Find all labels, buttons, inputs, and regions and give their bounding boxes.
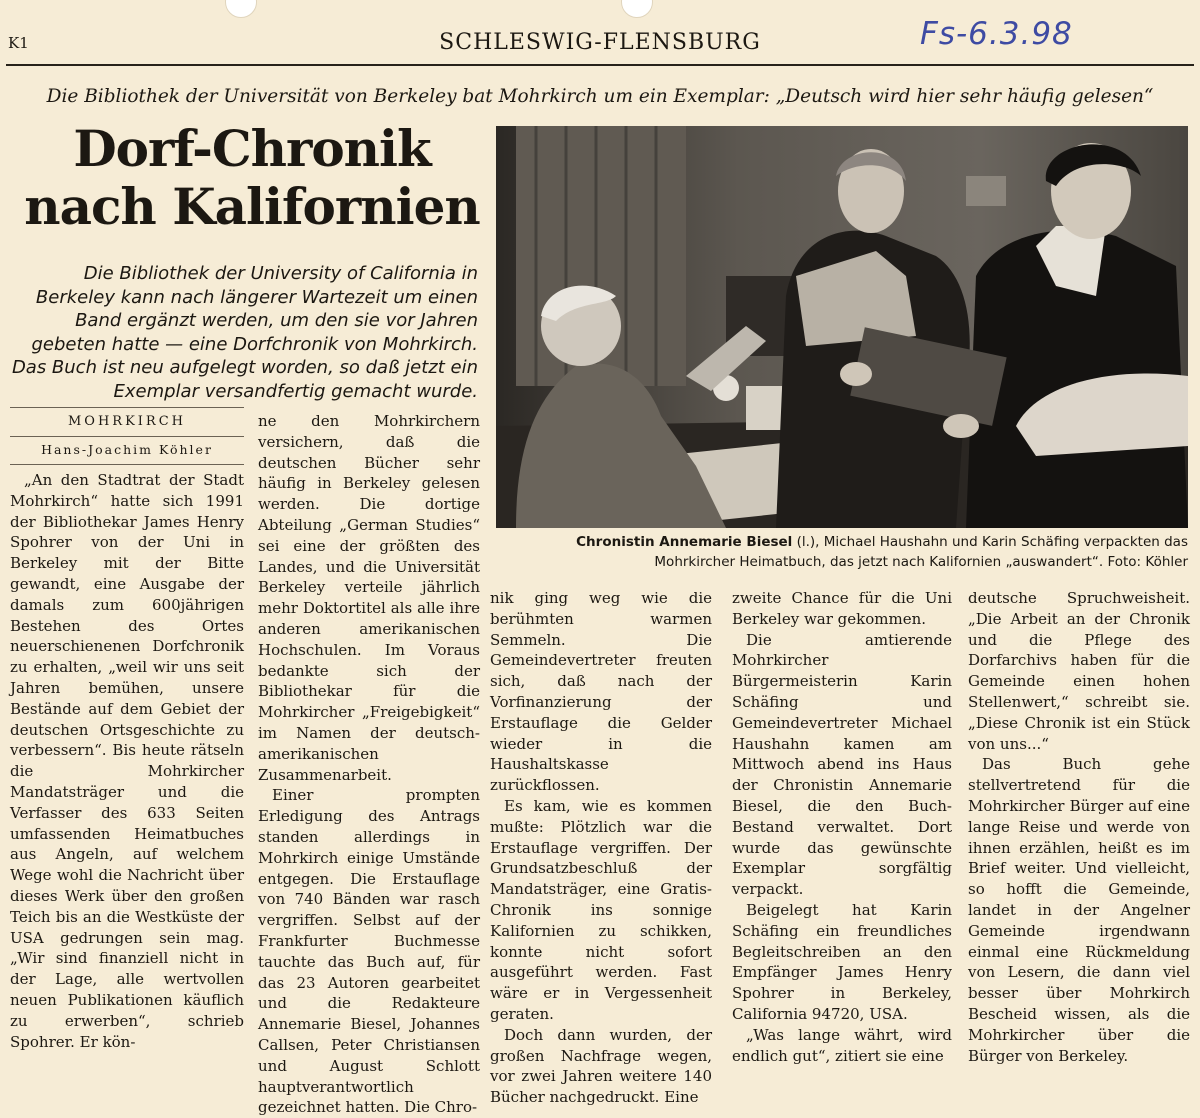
photo-illustration bbox=[496, 126, 1188, 528]
headline-line-2: nach Kalifornien bbox=[24, 177, 480, 236]
article-column-2 bbox=[258, 411, 480, 1118]
news-photo bbox=[496, 126, 1188, 528]
paragraph: Doch dann wurden, der großen Nachfrage wegen, vor zwei Jahren weitere 140 Bücher nachgedruckt. Eine bbox=[490, 1025, 712, 1107]
author-byline: Hans-Joachim Köhler bbox=[41, 442, 213, 457]
photo-caption bbox=[496, 532, 1188, 572]
handwritten-date: Fs-6.3.98 bbox=[920, 16, 1073, 52]
paragraph: zweite Chance für die Uni Berkeley war gekommen. bbox=[732, 589, 952, 628]
paragraph: Es kam, wie es kommen mußte: Plötzlich war die Erstauflage vergriffen. Der Grundsatzbeschluß der Mandatsträger, eine Gratis-Chronik ins sonnige Kalifornien zu schikken, konnte nicht sofort ausgeführt werden. Fast wäre er in Vergessenheit geraten. bbox=[490, 796, 712, 1023]
paragraph: Die amtierende Mohrkircher Bürgermeisterin Karin Schäfing und Gemeindevertreter Michael Haushahn kamen am Mittwoch abend ins Haus der Chronistin Annemarie Biesel, die den Buch-Bestand verwaltet. Dort wurde das gewünschte Exemplar sorgfältig verpackt. bbox=[732, 630, 952, 899]
punch-hole-right bbox=[621, 0, 653, 18]
lead-paragraph: Die Bibliothek der University of California in Berkeley kann nach längerer Wartezeit um einen Band ergänzt werden, um den sie vor Jahren gebeten hatte — eine Dorfchronik von Mohrkirch. Das Buch ist neu aufgelegt worden, so daß jetzt ein Exemplar versandfertig gemacht wurde. bbox=[11, 263, 478, 402]
headline bbox=[16, 120, 488, 236]
punch-hole-left bbox=[225, 0, 257, 18]
article-column-1 bbox=[10, 470, 244, 1052]
header-rule bbox=[6, 64, 1194, 66]
headline-line-1: Dorf-Chronik bbox=[73, 119, 431, 178]
paragraph: Beigelegt hat Karin Schäfing ein freundliches Begleitschreiben an den Empfänger James Henry Spohrer in Berkeley, California 94720, USA. bbox=[732, 900, 952, 1023]
section-title: SCHLESWIG-FLENSBURG bbox=[439, 30, 761, 55]
paragraph: „An den Stadtrat der Stadt Mohrkirch“ hatte sich 1991 der Bibliothekar James Henry Spohrer von der Uni in Berkeley mit der Bitte gewandt, eine Ausgabe der damals zum 600jährigen Bestehen des Ortes neuerschienenen Dorfchronik zu erhalten, „weil wir uns seit Jahren bemühen, unsere Bestände auf dem Gebiet der deutschen Ortsgeschichte zu verbessern“. Bis heute rätseln die Mohrkircher Mandatsträger und die Verfasser des 633 Seiten umfassenden Heimatbuches aus Angeln, auf welchem Wege wohl die Nachricht über dieses Werk über den großen Teich bis an die Westküste der USA gedrungen sein mag. „Wir sind finanziell nicht in der Lage, alle wertvollen neuen Publikationen käuflich zu erwerben“, schrieb Spohrer. Er kön- bbox=[10, 471, 244, 1051]
dateline: MOHRKIRCH bbox=[67, 414, 186, 429]
paragraph: nik ging weg wie die berühmten warmen Semmeln. Die Gemeindevertreter freuten sich, daß nach der Vorfinanzierung der Erstauflage die Gelder wieder in die Haushaltskasse zurückflossen. bbox=[490, 589, 712, 795]
paragraph: ne den Mohrkirchern versichern, daß die deutschen Bücher sehr häufig in Berkeley gelesen werden. Die dortige Abteilung „German Studies“ sei eine der größten des Landes, und die Universität Berkeley verteile jährlich mehr Doktortitel als alle ihre anderen amerikanischen Hochschulen. Im Voraus bedankte sich der Bibliothekar für die Mohrkircher „Freigebigkeit“ im Namen der deutsch-amerikanischen Zusammenarbeit. bbox=[258, 412, 480, 784]
article-column-3 bbox=[490, 588, 712, 1108]
article-column-5 bbox=[968, 588, 1190, 1066]
kicker: Die Bibliothek der Universität von Berkeley bat Mohrkirch um ein Exemplar: „Deutsch wird hier sehr häufig gelesen“ bbox=[46, 86, 1154, 107]
dateline-rule-bottom bbox=[10, 436, 244, 437]
paragraph: deutsche Spruchweisheit. „Die Arbeit an der Chronik und die Pflege des Dorfarchivs haben für die Gemeinde einen hohen Stellenwert,“ schreibt sie. „Diese Chronik ist ein Stück von uns...“ bbox=[968, 589, 1190, 753]
paragraph: „Was lange währt, wird endlich gut“, zitiert sie eine bbox=[732, 1025, 952, 1065]
caption-bold: Chronistin Annemarie Biesel bbox=[576, 534, 793, 550]
paragraph: Das Buch gehe stellvertretend für die Mohrkircher Bürger auf eine lange Reise und werde von ihnen erzählen, heißt es im Brief weiter. Und vielleicht, so hofft die Gemeinde, landet in der Angelner Gemeinde irgendwann einmal eine Rückmeldung von Lesern, die dann viel besser über Mohrkirch Bescheid wissen, als die Mohrkircher über die Bürger von Berkeley. bbox=[968, 755, 1190, 1065]
paragraph: Einer prompten Erledigung des Antrags standen allerdings in Mohrkirch einige Umstände entgegen. Die Erstauflage von 740 Bänden war rasch vergriffen. Selbst auf der Frankfurter Buchmesse tauchte das Buch auf, für das 23 Autoren gearbeitet und die Redakteure Annemarie Biesel, Johannes Callsen, Peter Christiansen und August Schlott hauptverantwortlich gezeichnet hatten. Die Chro- bbox=[258, 786, 480, 1117]
page-label: K1 bbox=[8, 34, 29, 52]
author-rule bbox=[10, 464, 244, 465]
article-column-4 bbox=[732, 588, 952, 1066]
dateline-rule-top bbox=[10, 407, 244, 408]
caption-text: (l.), Michael Haushahn und Karin Schäfing verpackten das Mohrkircher Heimatbuch, das jetzt nach Kalifornien „auswandert“. Foto: Köhler bbox=[654, 534, 1188, 570]
